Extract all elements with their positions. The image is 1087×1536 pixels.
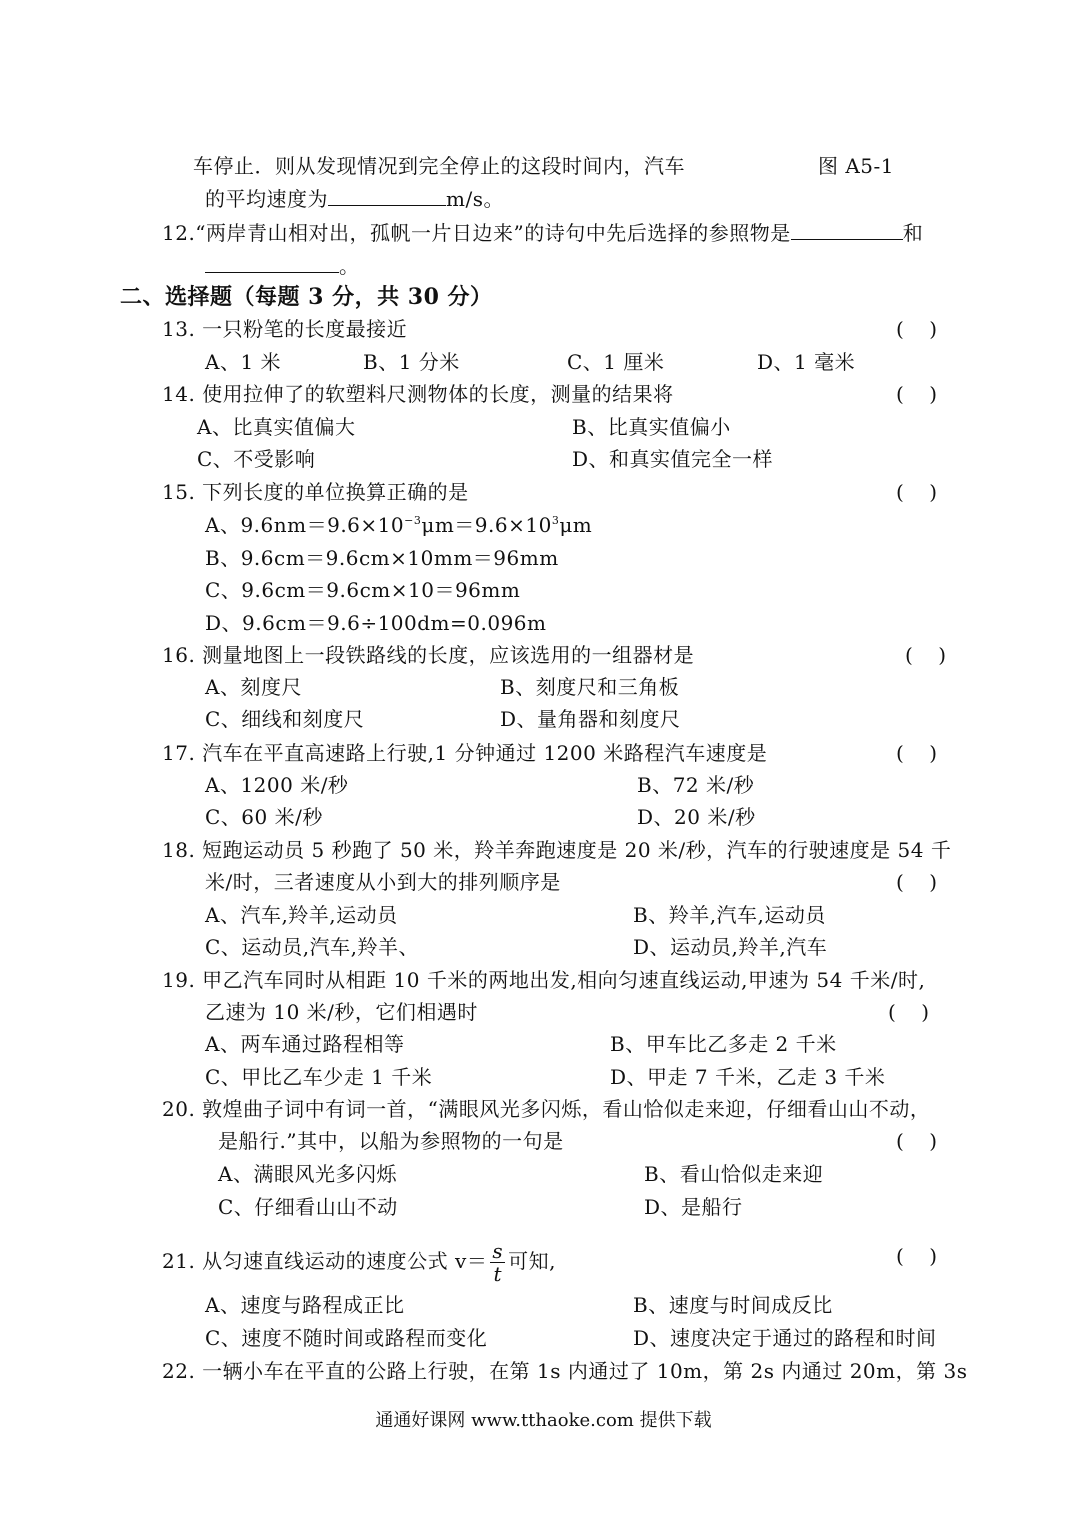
q15-option-c: C、9.6cm＝9.6cm×10＝96mm (205, 578, 521, 602)
answer-paren: ( ) (896, 741, 938, 765)
q19-stem-line1: 19. 甲乙汽车同时从相距 10 千米的两地出发,相向匀速直线运动,甲速为 54 千米/时, (162, 968, 926, 992)
q21-stem-suffix: 可知, (508, 1249, 556, 1273)
q15-a-part1: A、9.6nm＝9.6×10 (205, 513, 405, 537)
q21-stem (162, 1236, 556, 1286)
answer-paren: ( ) (896, 480, 938, 504)
answer-paren: ( ) (896, 1129, 938, 1153)
answer-paren: ( ) (888, 1000, 930, 1024)
q21-option-c: C、速度不随时间或路程而变化 (205, 1326, 488, 1350)
q22-stem-line1: 22. 一辆小车在平直的公路上行驶，在第 1s 内通过了 10m，第 2s 内通过 20m，第 3s (162, 1359, 968, 1383)
answer-paren: ( ) (896, 317, 938, 341)
q19-option-a: A、两车通过路程相等 (205, 1032, 405, 1056)
q13-option-b: B、1 分米 (363, 350, 460, 374)
q13-option-a: A、1 米 (205, 350, 282, 374)
speed-formula-fraction (490, 1240, 505, 1285)
answer-paren: ( ) (896, 382, 938, 406)
q20-option-d: D、是船行 (644, 1195, 743, 1219)
q17-option-d: D、20 米/秒 (637, 805, 756, 829)
fraction-numerator: s (492, 1239, 504, 1263)
q15-stem: 15. 下列长度的单位换算正确的是 (162, 480, 469, 504)
section-title: 二、选择题（每题 3 分，共 30 分） (120, 284, 493, 310)
answer-blank (791, 221, 903, 240)
answer-paren: ( ) (896, 1244, 938, 1268)
q18-stem-line2: 米/时，三者速度从小到大的排列顺序是 (205, 870, 561, 894)
q14-option-c: C、不受影响 (197, 447, 316, 471)
q20-stem-line2: 是船行.”其中，以船为参照物的一句是 (218, 1129, 564, 1153)
q16-stem: 16. 测量地图上一段铁路线的长度，应该选用的一组器材是 (162, 643, 695, 667)
q21-option-d: D、速度决定于通过的路程和时间 (633, 1326, 937, 1350)
q18-option-a: A、汽车,羚羊,运动员 (205, 903, 398, 927)
q18-option-c: C、运动员,汽车,羚羊、 (205, 935, 420, 959)
q20-stem-line1: 20. 敦煌曲子词中有词一首，“满眼风光多闪烁，看山恰似走来迎，仔细看山山不动， (162, 1097, 931, 1121)
q20-option-a: A、满眼风光多闪烁 (218, 1162, 397, 1186)
q13-option-c: C、1 厘米 (567, 350, 665, 374)
q16-option-d: D、量角器和刻度尺 (500, 707, 681, 731)
q12-line1 (162, 220, 923, 246)
q11-line2 (205, 186, 504, 212)
q14-option-d: D、和真实值完全一样 (572, 447, 774, 471)
q19-option-c: C、甲比乙车少走 1 千米 (205, 1065, 433, 1089)
answer-paren: ( ) (896, 870, 938, 894)
answer-paren: ( ) (905, 643, 947, 667)
q21-option-b: B、速度与时间成反比 (633, 1293, 833, 1317)
q12-end: 。 (339, 254, 360, 278)
q15-option-d: D、9.6cm＝9.6÷100dm=0.096m (205, 611, 547, 635)
q14-option-a: A、比真实值偏大 (197, 415, 356, 439)
q13-stem: 13. 一只粉笔的长度最接近 (162, 317, 408, 341)
q19-option-d: D、甲走 7 千米，乙走 3 千米 (610, 1065, 886, 1089)
exponent: −3 (404, 514, 422, 527)
q15-a-part2: μm＝9.6×10 (421, 513, 552, 537)
q11-line1: 车停止．则从发现情况到完全停止的这段时间内，汽车 (193, 154, 685, 178)
q12-and: 和 (902, 221, 924, 245)
figure-label: 图 A5-1 (818, 154, 895, 178)
q16-option-a: A、刻度尺 (205, 675, 302, 699)
fraction-denominator: t (493, 1262, 502, 1286)
q11-line2-prefix: 的平均速度为 (205, 187, 328, 211)
q19-option-b: B、甲车比乙多走 2 千米 (610, 1032, 837, 1056)
q16-option-c: C、细线和刻度尺 (205, 707, 365, 731)
q18-option-d: D、运动员,羚羊,汽车 (633, 935, 828, 959)
q21-option-a: A、速度与路程成正比 (205, 1293, 405, 1317)
q16-option-b: B、刻度尺和三角板 (500, 675, 680, 699)
exponent: 3 (551, 514, 560, 527)
answer-blank (205, 254, 339, 273)
q21-stem-prefix: 21. 从匀速直线运动的速度公式 v＝ (162, 1249, 488, 1273)
q12-stem: 12.“两岸青山相对出，孤帆一片日边来”的诗句中先后选择的参照物是 (162, 221, 791, 245)
q19-stem-line2: 乙速为 10 米/秒，它们相遇时 (205, 1000, 478, 1024)
q12-line2 (205, 253, 360, 279)
q17-option-c: C、60 米/秒 (205, 805, 323, 829)
q11-unit: m/s。 (446, 187, 504, 211)
answer-blank (328, 187, 446, 206)
q20-option-c: C、仔细看山山不动 (218, 1195, 398, 1219)
q15-a-part3: μm (559, 513, 593, 537)
q17-option-a: A、1200 米/秒 (205, 773, 349, 797)
q17-option-b: B、72 米/秒 (637, 773, 755, 797)
page-footer: 通通好课网 www.tthaoke.com 提供下载 (375, 1410, 712, 1431)
q20-option-b: B、看山恰似走来迎 (644, 1162, 824, 1186)
q13-option-d: D、1 毫米 (757, 350, 856, 374)
q18-option-b: B、羚羊,汽车,运动员 (633, 903, 826, 927)
q17-stem: 17. 汽车在平直高速路上行驶,1 分钟通过 1200 米路程汽车速度是 (162, 741, 768, 765)
q15-option-a (205, 512, 592, 538)
q15-option-b: B、9.6cm＝9.6cm×10mm＝96mm (205, 546, 559, 570)
q18-stem-line1: 18. 短跑运动员 5 秒跑了 50 米，羚羊奔跑速度是 20 米/秒，汽车的行驶速度是 54 千 (162, 838, 952, 862)
q14-option-b: B、比真实值偏小 (572, 415, 731, 439)
q14-stem: 14. 使用拉伸了的软塑料尺测物体的长度，测量的结果将 (162, 382, 674, 406)
